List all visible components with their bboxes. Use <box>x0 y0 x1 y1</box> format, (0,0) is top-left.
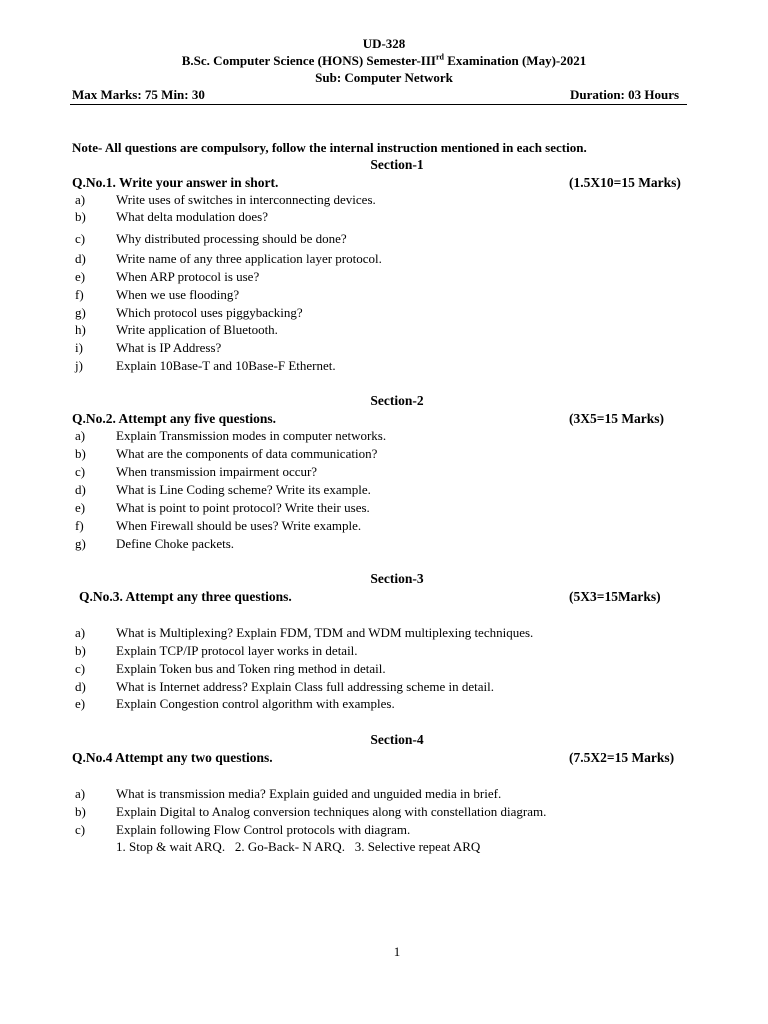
question-marks: (1.5X10=15 Marks) <box>569 175 681 190</box>
item-text: When ARP protocol is use? <box>116 269 260 284</box>
duration: Duration: 03 Hours <box>570 87 680 102</box>
item-letter: a) <box>75 786 86 801</box>
exam-title-sup: rd <box>435 52 444 62</box>
item-letter: e) <box>75 500 86 515</box>
item-text: Explain Token bus and Token ring method in detail. <box>116 661 386 676</box>
item-letter: f) <box>75 287 84 302</box>
item-letter: j) <box>75 358 83 373</box>
page-number: 1 <box>393 944 401 959</box>
item-text: When we use flooding? <box>116 287 240 302</box>
item-text: What is transmission media? Explain guided and unguided media in brief. <box>116 786 502 801</box>
item-text: When transmission impairment occur? <box>116 464 318 479</box>
question-title: Q.No.1. Write your answer in short. <box>72 175 279 190</box>
item-letter: c) <box>75 822 86 837</box>
item-letter: b) <box>75 209 86 224</box>
flow-control-sublist: 1. Stop & wait ARQ. 2. Go-Back- N ARQ. 3. Selective repeat ARQ <box>116 839 481 854</box>
item-text: What is Internet address? Explain Class full addressing scheme in detail. <box>116 679 494 694</box>
question-title: Q.No.4 Attempt any two questions. <box>72 750 273 765</box>
item-text: Explain TCP/IP protocol layer works in detail. <box>116 643 358 658</box>
item-text: Write name of any three application layer protocol. <box>116 251 382 266</box>
item-letter: c) <box>75 661 86 676</box>
item-text: What delta modulation does? <box>116 209 268 224</box>
item-letter: f) <box>75 518 84 533</box>
item-text: Explain Congestion control algorithm with examples. <box>116 696 395 711</box>
item-letter: a) <box>75 625 86 640</box>
instructions-note: Note- All questions are compulsory, follow the internal instruction mentioned in each section. <box>72 140 587 155</box>
item-text: Write application of Bluetooth. <box>116 322 278 337</box>
exam-title <box>0 53 768 69</box>
item-letter: e) <box>75 696 86 711</box>
question-title: Q.No.3. Attempt any three questions. <box>79 589 292 604</box>
question-marks: (7.5X2=15 Marks) <box>569 750 675 765</box>
item-text: Why distributed processing should be done? <box>116 231 347 246</box>
item-text: Explain 10Base-T and 10Base-F Ethernet. <box>116 358 336 373</box>
section-title: Section-1 <box>370 157 424 172</box>
item-text: Which protocol uses piggybacking? <box>116 305 303 320</box>
item-letter: d) <box>75 251 86 266</box>
max-marks: Max Marks: 75 Min: 30 <box>72 87 205 102</box>
item-text: Explain Digital to Analog conversion techniques along with constellation diagram. <box>116 804 547 819</box>
question-marks: (5X3=15Marks) <box>569 589 661 604</box>
item-text: Write uses of switches in interconnecting devices. <box>116 192 376 207</box>
exam-title-suffix: Examination (May)-2021 <box>443 53 587 68</box>
item-text: Explain following Flow Control protocols with diagram. <box>116 822 411 837</box>
paper-code: UD-328 <box>362 36 406 51</box>
question-marks: (3X5=15 Marks) <box>569 411 665 426</box>
item-letter: g) <box>75 305 86 320</box>
subject-line: Sub: Computer Network <box>315 70 453 85</box>
item-text: Define Choke packets. <box>116 536 235 551</box>
item-letter: b) <box>75 446 86 461</box>
item-text: What is Multiplexing? Explain FDM, TDM and WDM multiplexing techniques. <box>116 625 534 640</box>
item-letter: d) <box>75 482 86 497</box>
item-letter: d) <box>75 679 86 694</box>
header-divider <box>70 104 687 105</box>
item-text: What is Line Coding scheme? Write its example. <box>116 482 371 497</box>
item-text: When Firewall should be uses? Write example. <box>116 518 362 533</box>
item-text: Explain Transmission modes in computer networks. <box>116 428 387 443</box>
item-letter: c) <box>75 464 86 479</box>
exam-title-prefix: B.Sc. Computer Science (HONS) Semester-III <box>181 53 436 68</box>
section-title: Section-4 <box>370 732 424 747</box>
item-letter: a) <box>75 192 86 207</box>
item-letter: b) <box>75 643 86 658</box>
item-letter: e) <box>75 269 86 284</box>
section-title: Section-2 <box>370 393 424 408</box>
item-letter: c) <box>75 231 86 246</box>
item-letter: b) <box>75 804 86 819</box>
question-title: Q.No.2. Attempt any five questions. <box>72 411 277 426</box>
item-text: What are the components of data communication? <box>116 446 378 461</box>
item-letter: g) <box>75 536 86 551</box>
item-letter: h) <box>75 322 86 337</box>
item-text: What is point to point protocol? Write their uses. <box>116 500 370 515</box>
section-title: Section-3 <box>370 571 424 586</box>
item-letter: i) <box>75 340 83 355</box>
item-text: What is IP Address? <box>116 340 222 355</box>
item-letter: a) <box>75 428 86 443</box>
